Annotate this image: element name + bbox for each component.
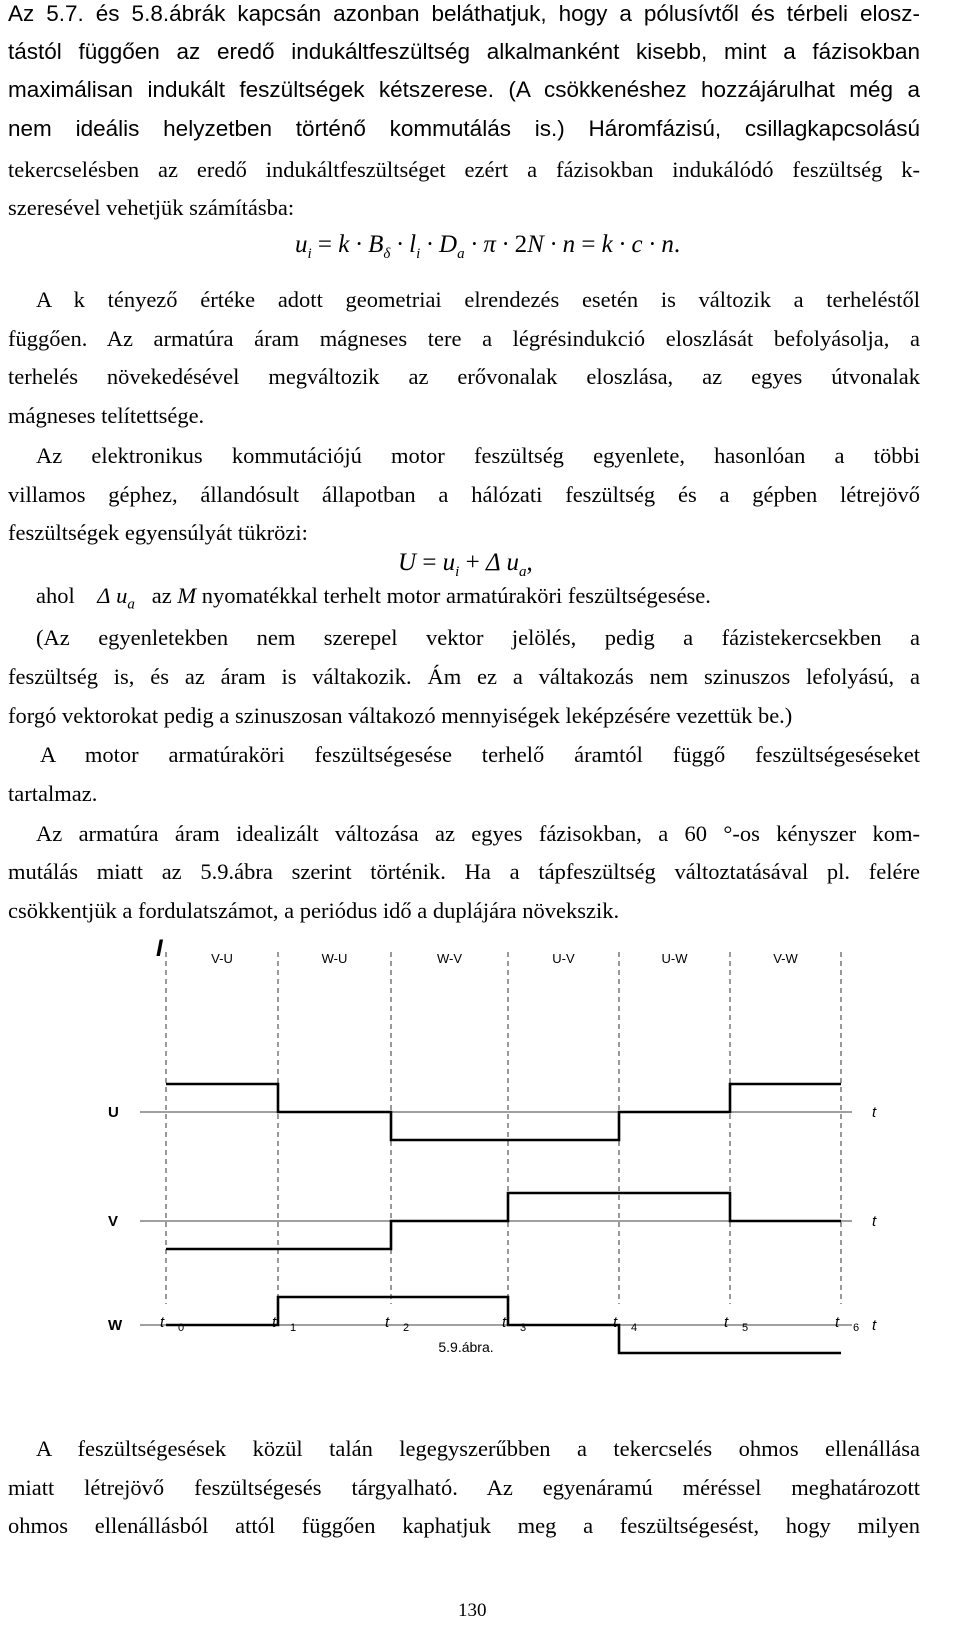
text-line: terhelés növekedésével megváltozik az erővonalak eloszlása, az egyes útvonalak: [8, 364, 920, 389]
time-mark-index: 4: [631, 1322, 638, 1334]
phase-label: V: [108, 1213, 119, 1230]
interval-label: W-V: [436, 951, 463, 966]
time-mark-index: 2: [403, 1322, 410, 1334]
text-line: tekercselésben az eredő indukáltfeszültséget ezért a fázisokban indukálódó feszültség k-: [8, 157, 920, 182]
time-mark: t: [724, 1314, 729, 1331]
text-line: szeresével vehetjük számításba:: [8, 195, 295, 220]
time-mark-index: 3: [520, 1322, 527, 1334]
interval-label: U-V: [552, 951, 575, 966]
interval-label: V-U: [211, 951, 233, 966]
time-mark-index: 0: [178, 1322, 185, 1334]
time-mark-index: 1: [290, 1322, 297, 1334]
text-line: (Az egyenletekben nem szerepel vektor jelölés, pedig a fázistekercsekben a: [36, 625, 920, 650]
time-mark: t: [502, 1314, 507, 1331]
time-mark-index: 6: [853, 1322, 860, 1334]
text-line: forgó vektorokat pedig a szinuszosan váltakozó mennyiségek leképzésére vezettük be.): [8, 703, 793, 728]
text-line: A motor armatúraköri feszültségesése terhelő áramtól függő feszültségeséseket: [40, 742, 920, 767]
text-line: maximálisan indukált feszültségek kétszerese. (A csökkenéshez hozzájárulhat még a: [8, 77, 920, 102]
text-line: mutálás miatt az 5.9.ábra szerint történik. Ha a tápfeszültség változtatásával pl. felére: [8, 859, 920, 884]
equation-voltage-balance: $U = u_i + \Delta$ $u_a$,: [398, 549, 533, 580]
phase-label: U: [108, 1104, 119, 1121]
interval-label: V-W: [773, 951, 798, 966]
text-line: Az 5.7. és 5.8.ábrák kapcsán azonban beláthatjuk, hogy a pólusívtől és térbeli elosz-: [8, 1, 920, 26]
current-axis-label: I: [156, 935, 163, 962]
text-line: feszültségek egyensúlyát tükrözi:: [8, 520, 308, 545]
commutation-current-figure: [0, 928, 960, 1360]
time-mark: t: [385, 1314, 390, 1331]
text-line: Az elektronikus kommutációjú motor feszültség egyenlete, hasonlóan a többi: [36, 443, 920, 468]
time-axis-label: t: [872, 1104, 877, 1121]
time-mark: t: [835, 1314, 840, 1331]
equation-induced-voltage: $u_i = k \cdot B_\delta \cdot l_i \cdot D_a \cdot \pi \cdot 2N \cdot n = k \cdot c \cdot n$.: [295, 231, 681, 262]
figure-caption: 5.9.ábra.: [438, 1339, 494, 1355]
text-line: A k tényező értéke adott geometriai elrendezés esetén is változik a terheléstől: [36, 287, 920, 312]
text-line: csökkentjük a fordulatszámot, a periódus idő a duplájára növekszik.: [8, 898, 620, 923]
page-number: 130: [458, 1600, 487, 1621]
text-line: A feszültségesések közül talán legegyszerűbben a tekercselés ohmos ellenállása: [36, 1436, 920, 1461]
text-line-definition: ahol Δ $u_a$ az M nyomatékkal terhelt motor armatúraköri feszültségesése.: [36, 583, 711, 613]
time-mark: t: [613, 1314, 618, 1331]
interval-label: U-W: [661, 951, 688, 966]
text-line: mágneses telítettsége.: [8, 403, 205, 428]
text-line: ohmos ellenállásból attól függően kaphatjuk meg a feszültségesést, hogy milyen: [8, 1513, 920, 1538]
phase-label: W: [108, 1317, 123, 1334]
text-line: nem ideális helyzetben történő kommutálás is.) Háromfázisú, csillagkapcsolású: [8, 116, 920, 141]
text-line: miatt létrejövő feszültségesés tárgyalható. Az egyenáramú méréssel meghatározott: [8, 1475, 920, 1500]
time-mark: t: [160, 1314, 165, 1331]
text-line: feszültség is, és az áram is váltakozik. Ám ez a váltakozás nem szinuszos lefolyású, a: [8, 664, 920, 689]
time-axis-label: t: [872, 1213, 877, 1230]
text-line: tartalmaz.: [8, 781, 98, 806]
time-mark: t: [272, 1314, 277, 1331]
text-line: villamos géphez, állandósult állapotban a hálózati feszültség és a gépben létrejövő: [8, 482, 920, 507]
text-line: Az armatúra áram idealizált változása az egyes fázisokban, a 60 °-os kényszer kom-: [36, 821, 920, 846]
interval-label: W-U: [321, 951, 348, 966]
time-axis-label: t: [872, 1317, 877, 1334]
time-mark-index: 5: [742, 1322, 749, 1334]
text-line: tástól függően az eredő indukáltfeszültség alkalmanként kisebb, mint a fázisokban: [8, 39, 920, 64]
text-line: függően. Az armatúra áram mágneses tere a légrésindukció eloszlását befolyásolja, a: [8, 326, 920, 351]
